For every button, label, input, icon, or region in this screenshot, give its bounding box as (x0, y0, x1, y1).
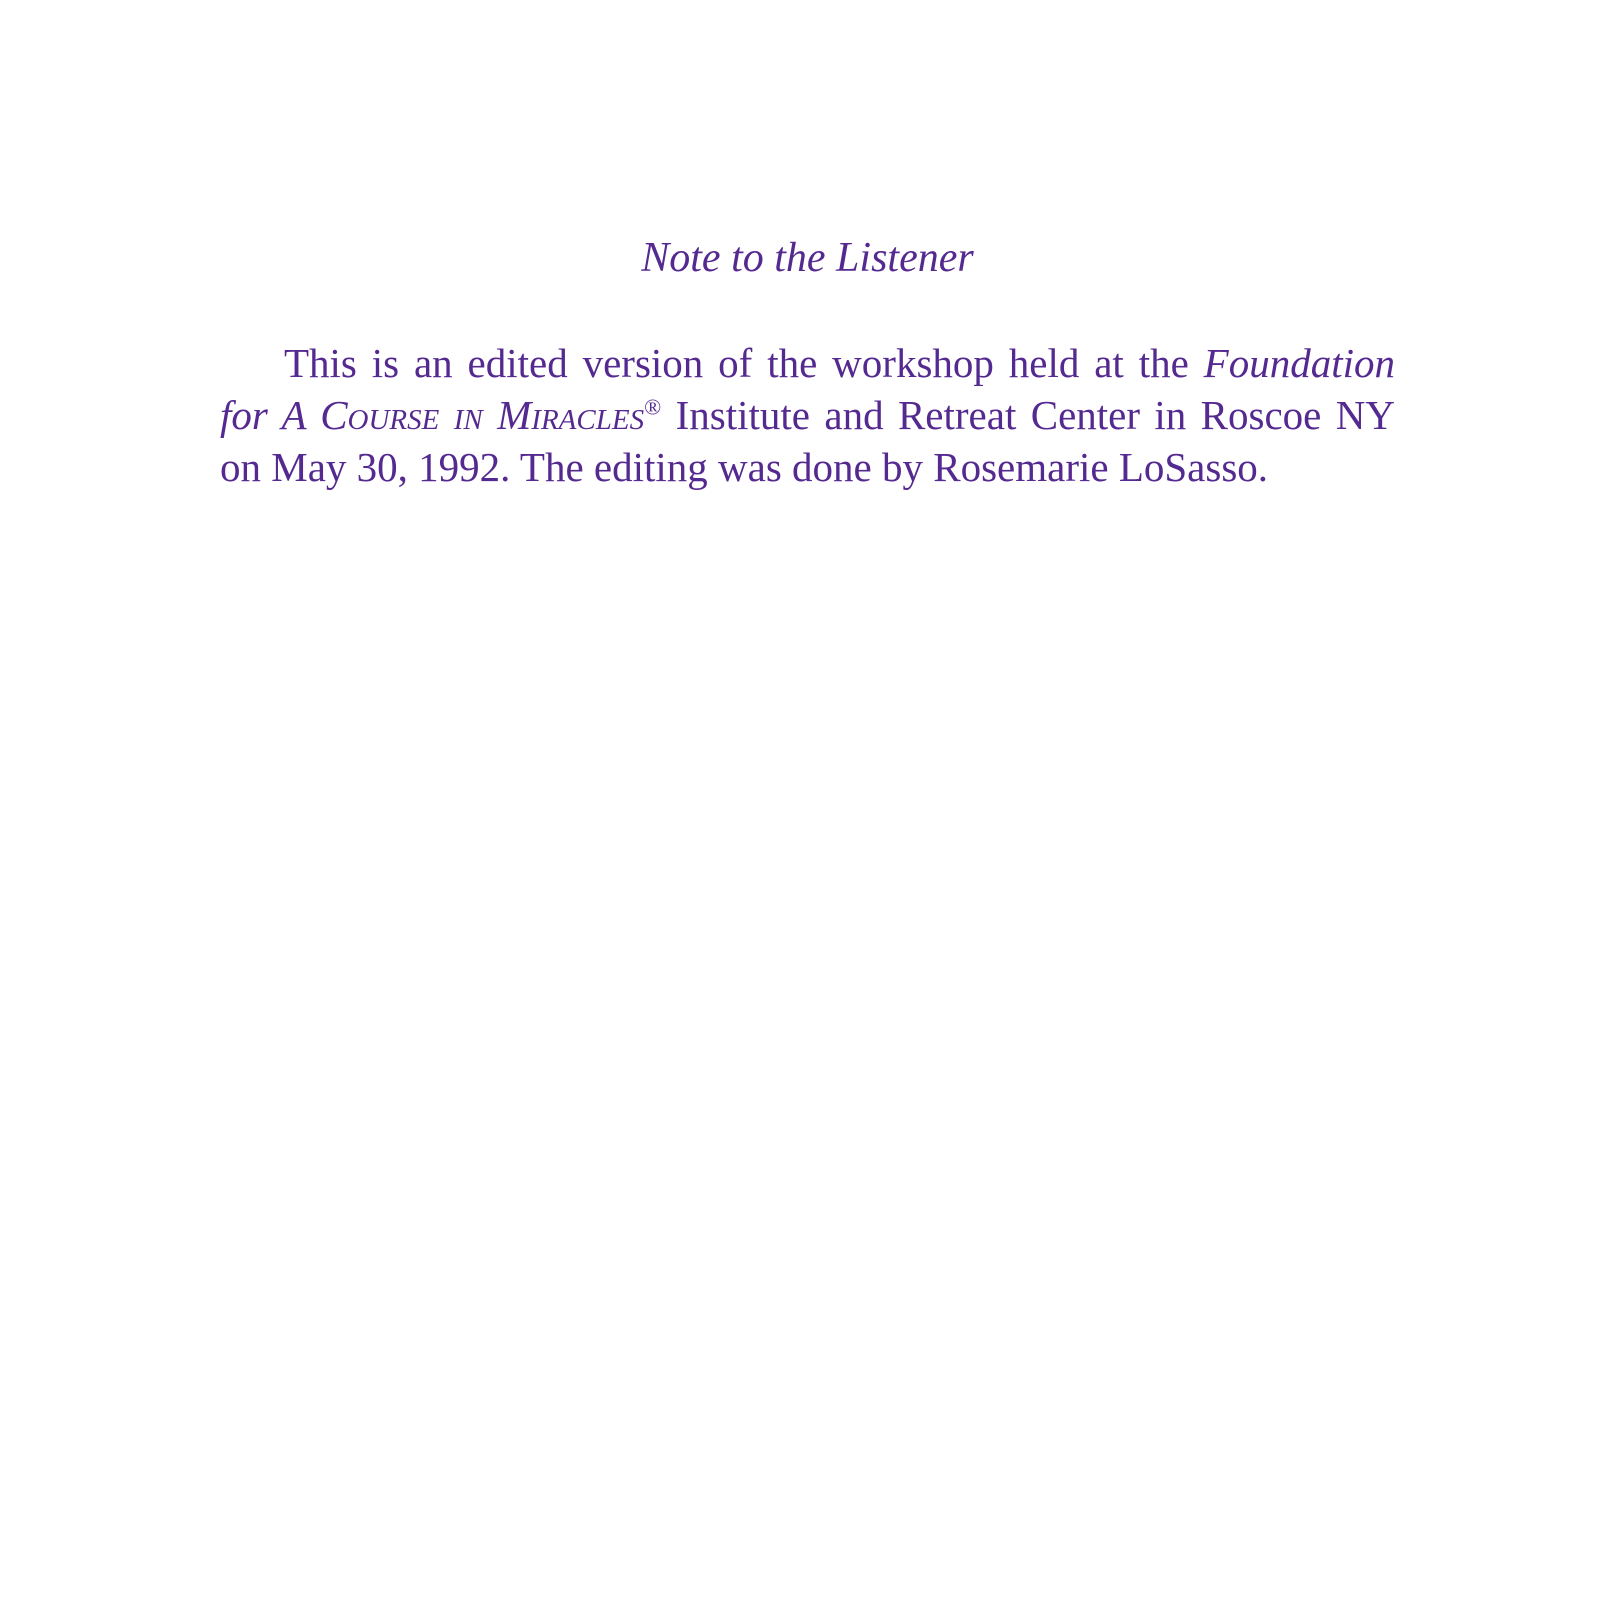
course-in-miracles-smallcaps: Course in Miracles (320, 392, 645, 438)
foundation-name-italic: Foundation for A (220, 340, 1395, 438)
page-title: Note to the Listener (641, 235, 974, 281)
text-block (220, 232, 1395, 493)
paragraph-rest-text: Institute and Retreat Center in Roscoe NY on May 30, 1992. The editing was done by Rosemarie LoSasso. (220, 392, 1395, 490)
note-paragraph (220, 337, 1395, 493)
paragraph-lead-text: This is an edited version of the workshop held at the (284, 340, 1204, 386)
registered-trademark-symbol: ® (644, 394, 662, 420)
